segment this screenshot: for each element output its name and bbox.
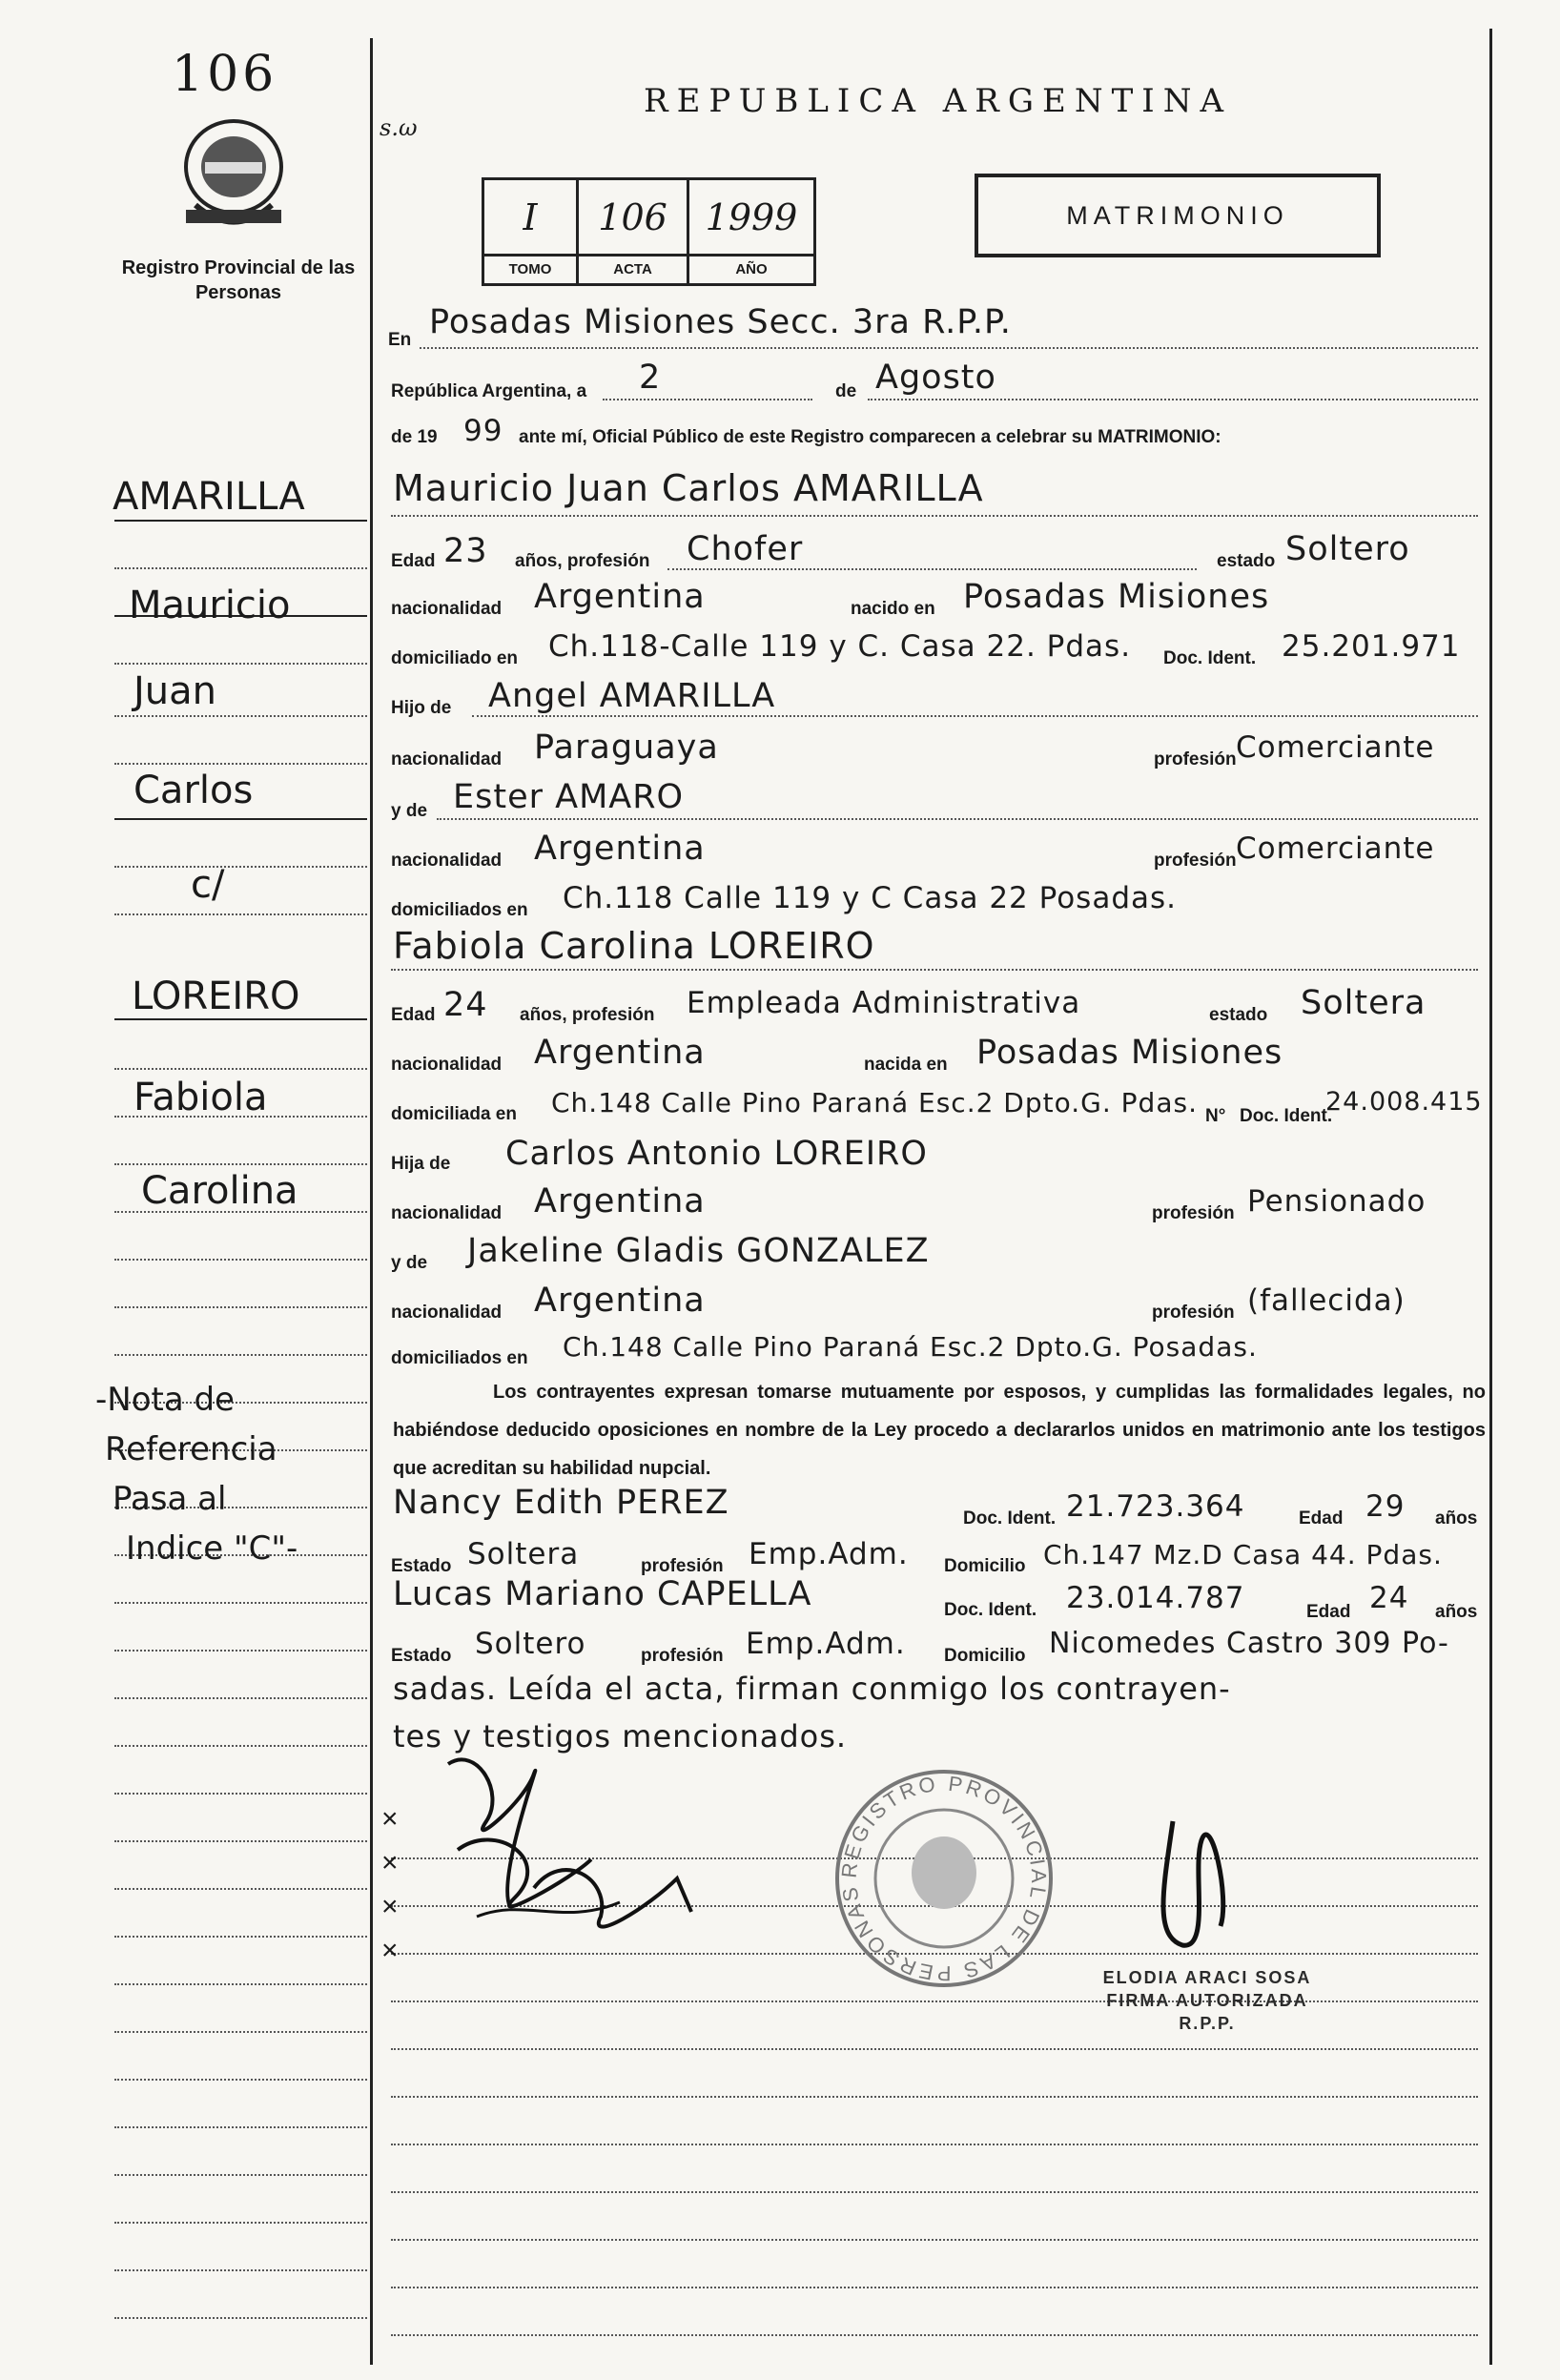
label-profesion-father1: profesión [1154, 749, 1237, 769]
anio-value: 1999 [705, 195, 798, 238]
label-y-de-1: y de [391, 801, 428, 821]
declaration-paragraph [393, 1373, 1486, 1488]
label-doc-n: N° [1205, 1106, 1226, 1126]
witness1-age: 29 [1365, 1489, 1406, 1524]
label-domicilio-w2: Domicilio [944, 1646, 1026, 1666]
right-border [1489, 29, 1492, 2365]
spouse2-mother-nationality: Argentina [534, 1282, 706, 1320]
spouse1-father-nationality: Paraguaya [534, 728, 719, 767]
spouse2-mother-profession: (fallecida) [1247, 1283, 1406, 1318]
margin-surname-1: AMARILLA [113, 475, 305, 519]
spouse1-mother: Ester AMARO [453, 778, 685, 816]
spouse1-mother-nationality: Argentina [534, 830, 706, 868]
label-anos-w1: años [1435, 1508, 1478, 1529]
spouse2-parents-address: Ch.148 Calle Pino Paraná Esc.2 Dpto.G. Posadas. [563, 1331, 1258, 1363]
spouse2-father: Carlos Antonio LOREIRO [505, 1135, 928, 1173]
label-en: En [388, 330, 412, 350]
witness1-name: Nancy Edith PEREZ [393, 1484, 729, 1522]
witness2-civil-status: Soltero [475, 1627, 586, 1661]
page-number: 106 [172, 46, 278, 103]
record-type-box: MATRIMONIO [975, 174, 1381, 257]
label-nacionalidad-father1: nacionalidad [391, 749, 503, 769]
place-city: Posadas Misiones Secc. 3ra R.P.P. [429, 303, 1012, 341]
spouse1-mother-profession: Comerciante [1236, 831, 1435, 866]
label-y-de-2: y de [391, 1253, 428, 1273]
stamp-text: REGISTRO PROVINCIAL DE LAS PERSONAS [836, 1771, 1052, 1986]
official-title: FIRMA AUTORIZADA [1106, 1991, 1308, 2010]
label-edad-2: Edad [391, 1005, 436, 1025]
label-profesion-father2: profesión [1152, 1203, 1235, 1223]
spouse1-father: Angel AMARILLA [488, 677, 776, 715]
margin-nota-line-1: -Nota de [95, 1381, 235, 1419]
witness2-profession: Emp.Adm. [746, 1627, 906, 1661]
witness1-profession: Emp.Adm. [749, 1537, 909, 1571]
spouse1-age: 23 [443, 532, 488, 570]
witness2-doc-number: 23.014.787 [1066, 1581, 1245, 1615]
corner-note: s.ω [380, 114, 418, 141]
date-day: 2 [639, 359, 662, 397]
spouse1-parents-address: Ch.118 Calle 119 y C Casa 22 Posadas. [563, 881, 1178, 915]
label-nacionalidad: nacionalidad [391, 599, 503, 619]
label-nacionalidad-mother2: nacionalidad [391, 1303, 503, 1323]
spouse1-civil-status: Soltero [1285, 530, 1410, 568]
spouse1-profession: Chofer [687, 530, 804, 568]
acta-label: ACTA [579, 254, 687, 283]
spouse1-doc-number: 25.201.971 [1282, 629, 1461, 664]
label-doc-ident-w1: Doc. Ident. [963, 1508, 1057, 1529]
label-edad-w1: Edad [1299, 1508, 1344, 1529]
label-domiciliada-en: domiciliada en [391, 1104, 517, 1124]
label-nacionalidad-father2: nacionalidad [391, 1203, 503, 1223]
tomo-label: TOMO [484, 254, 576, 283]
spouse1-birthplace: Posadas Misiones [963, 578, 1270, 616]
official-name: ELODIA ARACI SOSA [1102, 1968, 1312, 1987]
spouse2-doc-number: 24.008.415 [1325, 1087, 1483, 1117]
margin-nota-line-3: Pasa al [113, 1480, 227, 1518]
witness2-address: Nicomedes Castro 309 Po- [1049, 1627, 1449, 1660]
country-title: REPUBLICA ARGENTINA [644, 82, 1233, 120]
spouse2-full-name: Fabiola Carolina LOREIRO [393, 925, 875, 967]
witness1-doc-number: 21.723.364 [1066, 1489, 1245, 1524]
label-domiciliados-en-1: domiciliados en [391, 900, 528, 920]
spouse2-profession: Empleada Administrativa [687, 986, 1081, 1020]
label-nacida-en: nacida en [864, 1055, 948, 1075]
spouse2-mother: Jakeline Gladis GONZALEZ [467, 1232, 930, 1270]
witness1-address: Ch.147 Mz.D Casa 44. Pdas. [1043, 1539, 1443, 1570]
label-profesion-w2: profesión [641, 1646, 724, 1666]
margin-name-2a: Fabiola [133, 1076, 268, 1119]
label-edad-w2: Edad [1306, 1602, 1351, 1622]
spouse2-address: Ch.148 Calle Pino Paraná Esc.2 Dpto.G. Pdas. [551, 1087, 1198, 1118]
spouse2-nationality: Argentina [534, 1034, 706, 1072]
label-domiciliado-en: domiciliado en [391, 648, 519, 668]
anio-label: AÑO [689, 254, 813, 283]
label-hija-de: Hija de [391, 1154, 451, 1174]
spouse1-nationality: Argentina [534, 578, 706, 616]
label-profesion-mother1: profesión [1154, 851, 1237, 871]
label-estado: estado [1217, 551, 1276, 571]
registry-name: Registro Provincial de las Personas [121, 257, 356, 303]
witness1-civil-status: Soltera [467, 1537, 580, 1571]
spouse1-father-profession: Comerciante [1236, 730, 1435, 765]
margin-name-1a: Mauricio [129, 584, 291, 627]
label-anos-profesion: años, profesión [515, 551, 650, 571]
label-domiciliados-en-2: domiciliados en [391, 1348, 528, 1368]
date-year-suffix: 99 [463, 414, 503, 448]
acta-reference-box [482, 177, 816, 286]
label-estado-w2: Estado [391, 1646, 452, 1666]
signatures-handwritten-icon [420, 1735, 706, 1955]
label-edad: Edad [391, 551, 436, 571]
label-doc-ident-w2: Doc. Ident. [944, 1600, 1037, 1620]
witness2-name: Lucas Mariano CAPELLA [393, 1575, 812, 1613]
label-profesion-w1: profesión [641, 1556, 724, 1576]
margin-nota-line-4: Indice "C"- [126, 1529, 298, 1568]
label-estado-2: estado [1209, 1005, 1268, 1025]
label-de: de [835, 381, 857, 401]
spouse2-father-nationality: Argentina [534, 1182, 706, 1221]
margin-name-2b: Carolina [141, 1169, 298, 1213]
margin-surname-2: LOREIRO [132, 975, 300, 1018]
official-stamp-icon [831, 1766, 1057, 1991]
spouse2-birthplace: Posadas Misiones [976, 1034, 1283, 1072]
label-anos-profesion-2: años, profesión [520, 1005, 655, 1025]
margin-divider [370, 38, 373, 2365]
spouse2-civil-status: Soltera [1301, 984, 1427, 1022]
label-anos-w2: años [1435, 1602, 1478, 1622]
label-hijo-de: Hijo de [391, 698, 452, 718]
declaration-text: Los contrayentes expresan tomarse mutuamente por esposos, y cumplidas las formalidades legales, no habiéndose deducido oposiciones en nombre de la Ley procedo a declararlos unidos en matrimonio ante los testigos que acreditan su habilidad nupcial. [393, 1382, 1486, 1479]
label-profesion-mother2: profesión [1152, 1303, 1235, 1323]
spouse2-age: 24 [443, 986, 488, 1024]
label-doc-ident: Doc. Ident. [1163, 648, 1257, 668]
label-nacido-en: nacido en [851, 599, 935, 619]
label-de-19: de 19 [391, 427, 438, 447]
date-month: Agosto [875, 359, 996, 397]
official-dept: R.P.P. [1179, 2014, 1236, 2033]
label-nacionalidad-2: nacionalidad [391, 1055, 503, 1075]
label-estado-w1: Estado [391, 1556, 452, 1576]
spouse2-father-profession: Pensionado [1247, 1184, 1427, 1219]
signature-marks: × × × × [381, 1803, 399, 1966]
label-ante: ante mí, Oficial Público de este Registro comparecen a celebrar su MATRIMONIO: [519, 427, 1221, 447]
margin-name-1c: Carlos [133, 769, 254, 812]
tomo-value: I [523, 195, 538, 238]
margin-nota-line-2: Referencia [105, 1430, 277, 1468]
official-block [1083, 1966, 1331, 2035]
registry-seal-icon [176, 114, 291, 238]
official-signature-icon [1135, 1783, 1249, 1974]
label-republica: República Argentina, a [391, 381, 587, 401]
label-domicilio-w1: Domicilio [944, 1556, 1026, 1576]
spouse1-address: Ch.118-Calle 119 y C. Casa 22. Pdas. [548, 629, 1132, 664]
witness2-age: 24 [1369, 1581, 1409, 1615]
acta-value: 106 [598, 195, 667, 238]
spouse1-full-name: Mauricio Juan Carlos AMARILLA [393, 467, 984, 509]
label-doc-ident-2: Doc. Ident. [1240, 1106, 1333, 1126]
closing-line-1: sadas. Leída el acta, firman conmigo los contrayen- [393, 1671, 1231, 1707]
label-nacionalidad-mother1: nacionalidad [391, 851, 503, 871]
margin-connector: c/ [191, 863, 225, 907]
margin-name-1b: Juan [133, 669, 217, 713]
closing-line-2: tes y testigos mencionados. [393, 1718, 848, 1754]
